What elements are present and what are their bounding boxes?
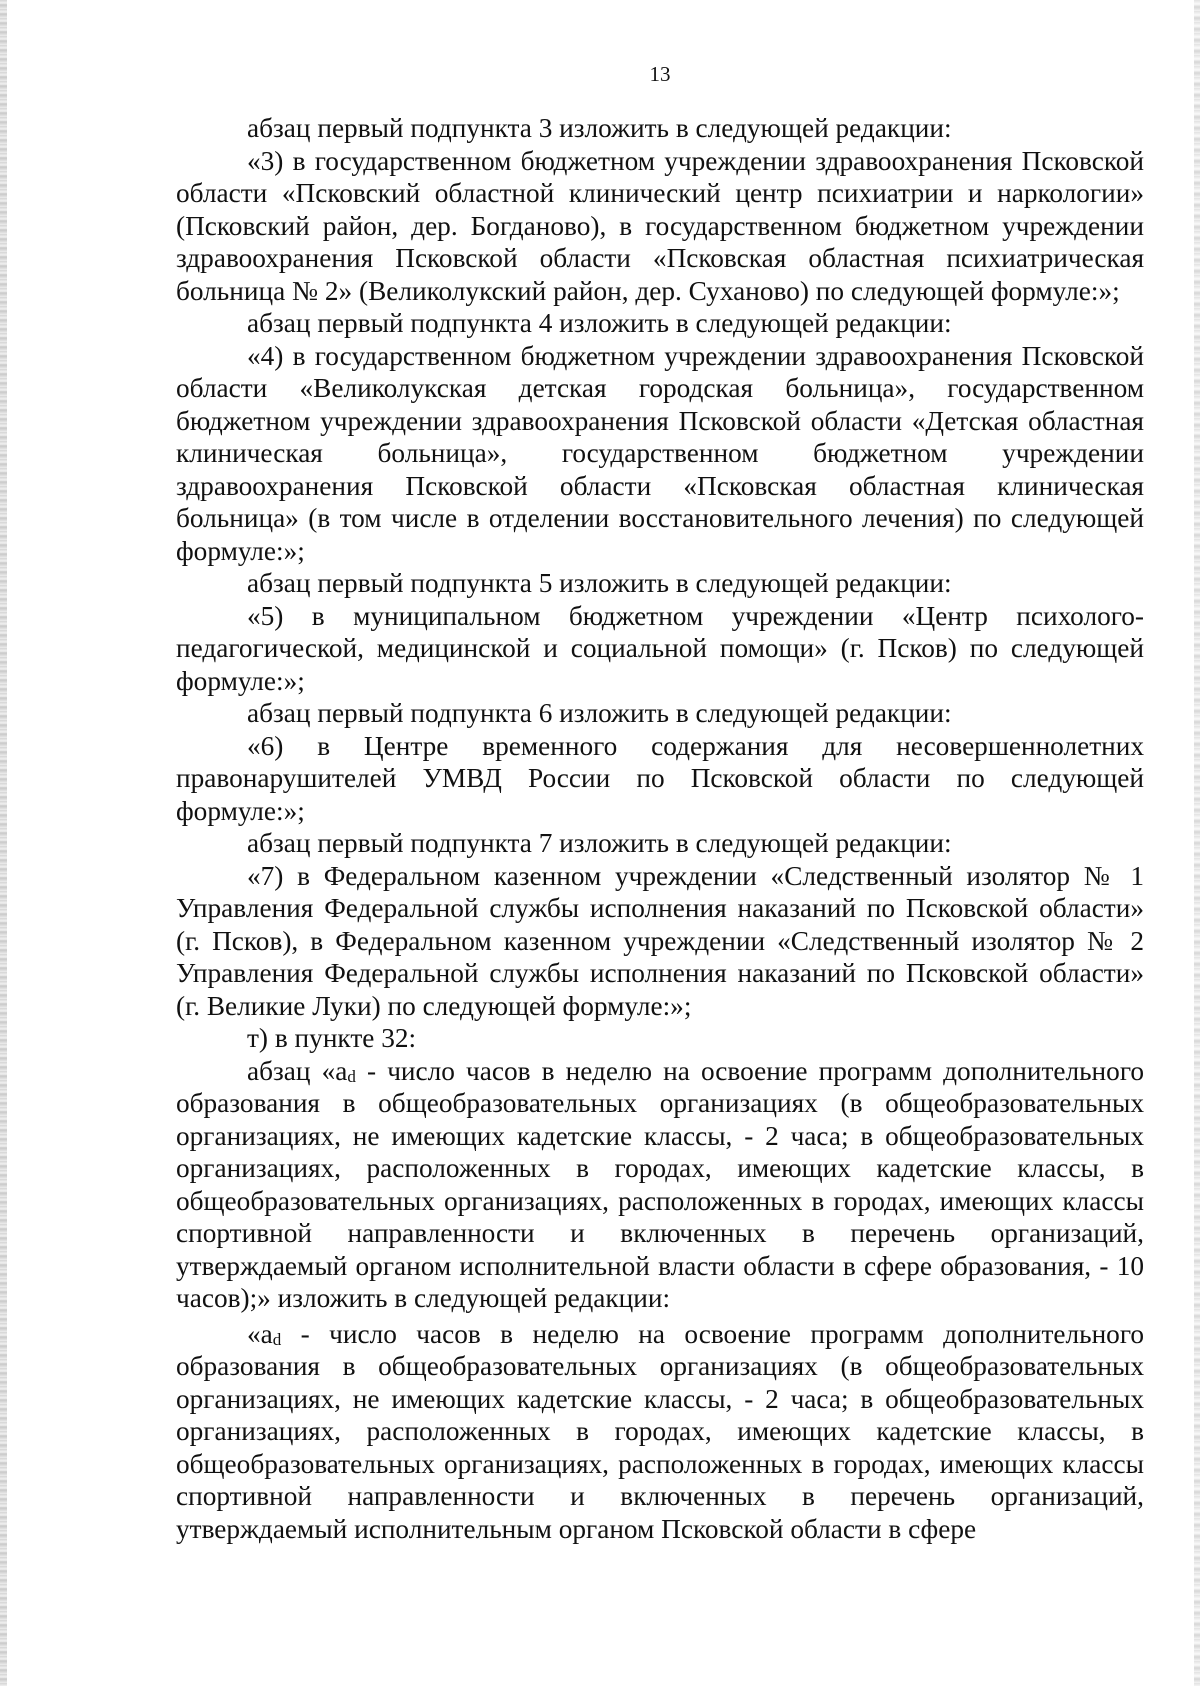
scan-edge-left	[0, 0, 7, 1686]
paragraph: абзац первый подпункта 7 изложить в следующей редакции:	[247, 828, 952, 858]
paragraph: абзац первый подпункта 5 изложить в следующей редакции:	[247, 568, 952, 598]
formula-prefix: «a	[247, 1318, 273, 1349]
scan-edge-right	[1194, 0, 1200, 1686]
paragraph: «3) в государственном бюджетном учреждении здравоохранения Псковской области «Псковский областной клинический центр психиатрии и наркологии» (Псковский район, дер. Богданово), в государственном бюджетном учреждении здравоохранения Псковской области «Псковская областная психиатрическая больница № 2» (Великолукский район, дер. Суханово) по следующей формуле:»;	[176, 145, 1144, 306]
paragraph: «5) в муниципальном бюджетном учреждении «Центр психолого-педагогической, медицинской и социальной помощи» (г. Псков) по следующей формуле:»;	[176, 600, 1144, 696]
paragraph: т) в пункте 32:	[247, 1023, 417, 1053]
paragraph: «4) в государственном бюджетном учреждении здравоохранения Псковской области «Великолукская детская городская больница», государственном бюджетном учреждении здравоохранения Псковской области «Детская областная клиническая больница», государственном бюджетном учреждении здравоохранения Псковской области «Псковская областная клиническая больница» (в том числе в отделении восстановительного лечения) по следующей формуле:»;	[176, 340, 1144, 566]
formula-subscript: d	[272, 1329, 282, 1349]
document-body	[176, 112, 1144, 1545]
formula-text: - число часов в неделю на освоение программ дополнительного образования в общеобразовательных организациях (в общеобразовательных организациях, не имеющих кадетские классы, - 2 часа; в общеобразовательных организациях, расположенных в городах, имеющих кадетские классы, в общеобразовательных организациях, расположенных в городах, имеющих классы спортивной направленности и включенных в перечень организаций, утверждаемый исполнительным органом Псковской области в сфере	[176, 1318, 1144, 1544]
paragraph-formula-new	[176, 1318, 1144, 1546]
formula-subscript: d	[347, 1066, 356, 1086]
paragraph: абзац первый подпункта 3 изложить в следующей редакции:	[247, 113, 952, 143]
formula-prefix: абзац «a	[247, 1055, 348, 1086]
paragraph: абзац первый подпункта 4 изложить в следующей редакции:	[247, 308, 952, 338]
paragraph: абзац первый подпункта 6 изложить в следующей редакции:	[247, 698, 952, 728]
formula-text: - число часов в неделю на освоение программ дополнительного образования в общеобразовательных организациях (в общеобразовательных организациях, не имеющих кадетские классы, - 2 часа; в общеобразовательных организациях, расположенных в городах, имеющих кадетские классы, в общеобразовательных организациях, расположенных в городах, имеющих классы спортивной направленности и включенных в перечень организаций, утверждаемый органом исполнительной власти области в сфере образования, - 10 часов);» изложить в следующей редакции:	[176, 1055, 1144, 1313]
paragraph: «6) в Центре временного содержания для несовершеннолетних правонарушителей УМВД России по Псковской области по следующей формуле:»;	[176, 730, 1144, 826]
page-number: 13	[649, 62, 671, 86]
paragraph: «7) в Федеральном казенном учреждении «Следственный изолятор № 1 Управления Федеральной службы исполнения наказаний по Псковской области» (г. Псков), в Федеральном казенном учреждении «Следственный изолятор № 2 Управления Федеральной службы исполнения наказаний по Псковской области» (г. Великие Луки) по следующей формуле:»;	[176, 860, 1144, 1021]
paragraph-formula-old	[176, 1055, 1144, 1315]
